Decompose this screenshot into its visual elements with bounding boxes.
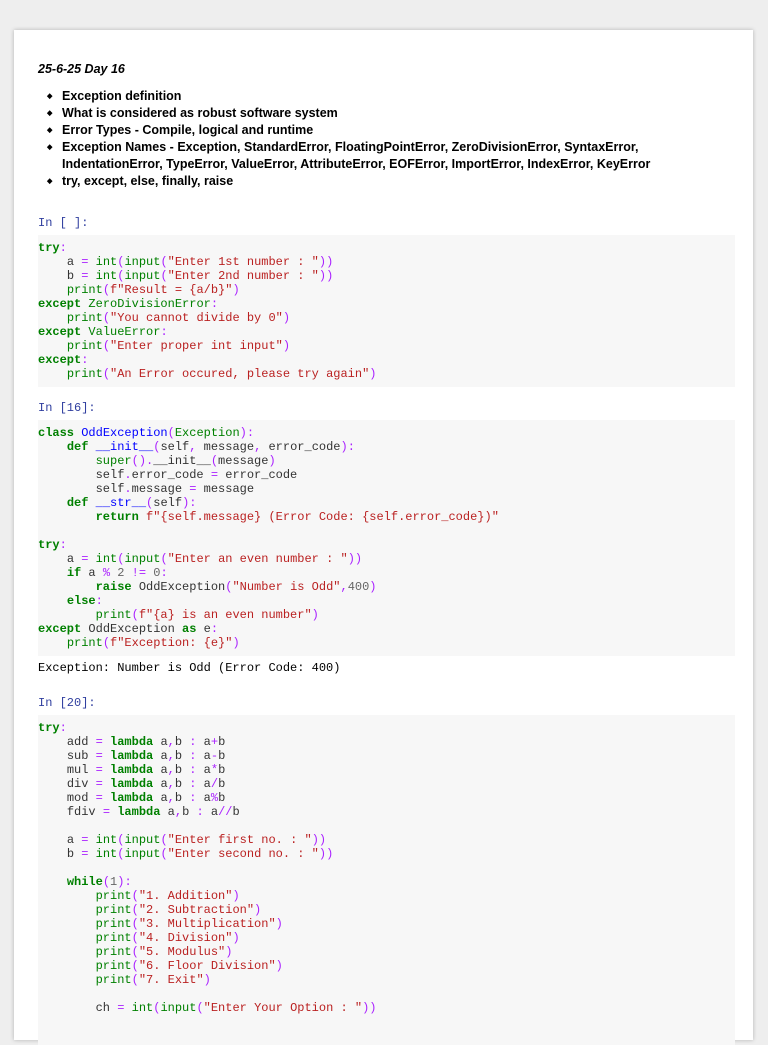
cell-prompt: In [20]: xyxy=(38,696,96,710)
code-cell[interactable] xyxy=(38,420,735,656)
code-cell[interactable] xyxy=(38,235,735,387)
page-title: 25-6-25 Day 16 xyxy=(38,62,125,76)
code-cell[interactable] xyxy=(38,715,735,1045)
code-text: try: add = lambda a,b : a+b sub = lambda a,b : a-b mul = lambda a,b : a*b div = lambda a,b : a/b mod = lambda a,b : a%b fdiv = lambda a,b : a//b a = int(input("Enter first no. : ")) b = int(input("Enter second no. : ")) while(1): print("1. Addition") print("2. Subtraction") print("3. Multiplication") print("4. Division") print("5. Modulus") print("6. Floor Division") print("7. Exit") ch = int(input("Enter Your Option : ")) xyxy=(38,721,377,1015)
topic-list xyxy=(38,88,738,190)
list-item: ◆ Error Types - Compile, logical and runtime xyxy=(38,122,738,139)
cell-prompt: In [ ]: xyxy=(38,216,89,230)
markdown-cell xyxy=(38,62,738,190)
code-text: class OddException(Exception): def __init__(self, message, error_code): super().__init__(message) self.error_code = error_code self.message = message def __str__(self): return f"{self.message} (Error Code: {self.error_code})" try: a = int(input("Enter an even number : ")) if a % 2 != 0: raise OddException("Number is Odd",400) else: print(f"{a} is an even number") except OddException as e: print(f"Exception: {e}") xyxy=(38,426,499,650)
cell-output: Exception: Number is Odd (Error Code: 400) xyxy=(38,661,341,675)
list-item: ◆ Exception definition xyxy=(38,88,738,105)
cell-prompt: In [16]: xyxy=(38,401,96,415)
list-item: ◆ Exception Names - Exception, StandardError, FloatingPointError, ZeroDivisionError, SyntaxError, IndentationError, TypeError, ValueError, AttributeError, EOFError, ImportError, IndexError, KeyError xyxy=(38,139,738,173)
notebook-page xyxy=(14,30,753,1040)
list-item: ◆ try, except, else, finally, raise xyxy=(38,173,738,190)
code-text: try: a = int(input("Enter 1st number : ")) b = int(input("Enter 2nd number : ")) print(f"Result = {a/b}") except ZeroDivisionError: print("You cannot divide by 0") except ValueError: print("Enter proper int input") except: print("An Error occured, please try again") xyxy=(38,241,377,381)
list-item: ◆ What is considered as robust software system xyxy=(38,105,738,122)
